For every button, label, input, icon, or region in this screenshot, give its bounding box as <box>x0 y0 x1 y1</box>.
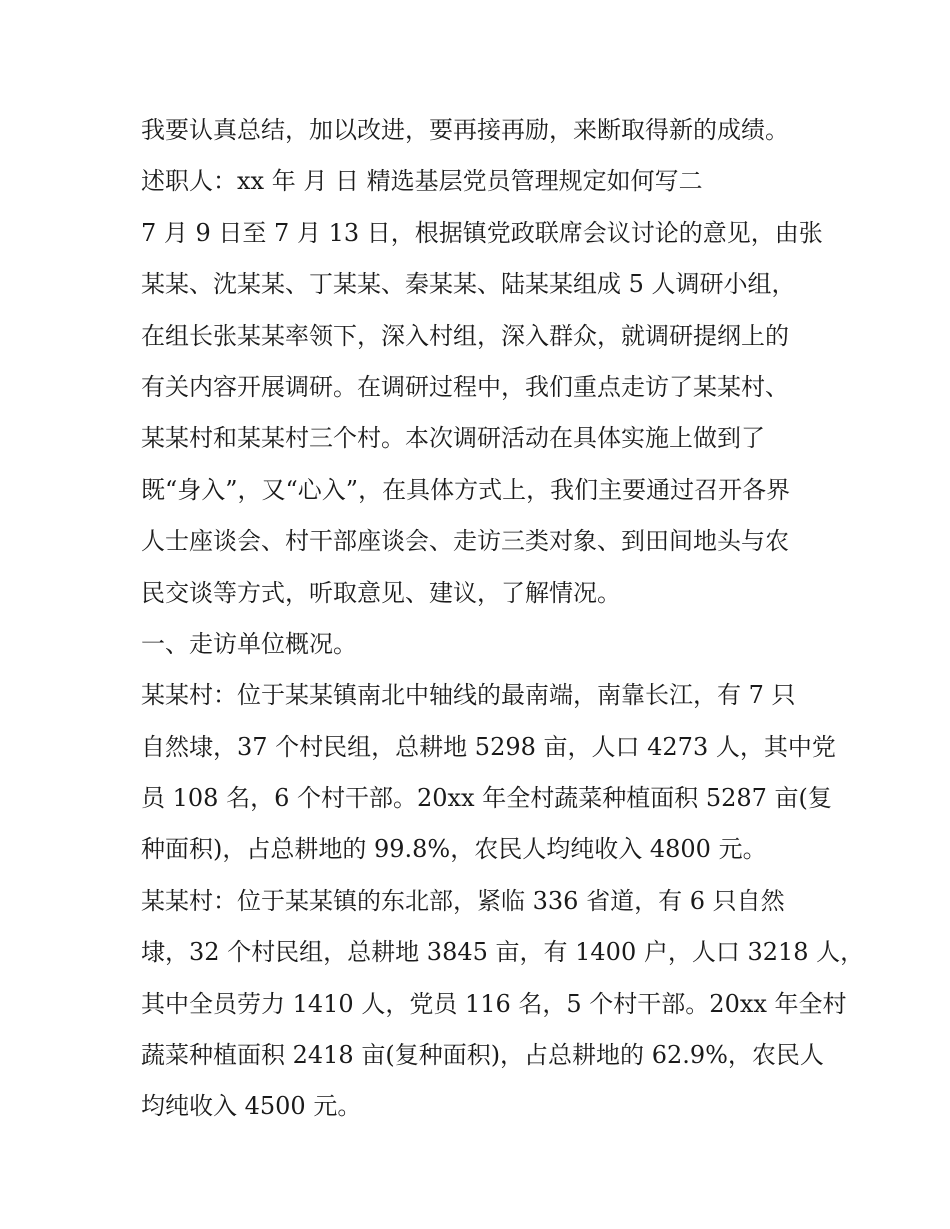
text-line: 既“身入”，又“心入”，在具体方式上，我们主要通过召开各界 <box>141 475 791 504</box>
text-line: 其中全员劳力 1410 人，党员 116 名，5 个村干部。20xx 年全村 <box>141 989 847 1018</box>
text-line: 有关内容开展调研。在调研过程中，我们重点走访了某某村、 <box>141 372 789 401</box>
document-body <box>141 105 865 1133</box>
text-line: 某某村：位于某某镇的东北部，紧临 336 省道，有 6 只自然 <box>141 886 785 915</box>
text-line: 民交谈等方式，听取意见、建议，了解情况。 <box>141 578 621 607</box>
text-line: 蔬菜种植面积 2418 亩(复种面积)，占总耕地的 62.9%，农民人 <box>141 1041 824 1070</box>
text-line: 在组长张某某率领下，深入村组，深入群众，就调研提纲上的 <box>141 321 789 350</box>
text-line: 种面积)，占总耕地的 99.8%，农民人均纯收入 4800 元。 <box>141 835 767 864</box>
section-heading: 一、走访单位概况。 <box>141 629 357 658</box>
text-line: 人士座谈会、村干部座谈会、走访三类对象、到田间地头与农 <box>141 527 789 556</box>
text-line: 员 108 名，6 个村干部。20xx 年全村蔬菜种植面积 5287 亩(复 <box>141 784 832 813</box>
text-line: 自然埭，37 个村民组，总耕地 5298 亩，人口 4273 人，其中党 <box>141 732 836 761</box>
text-line: 均纯收入 4500 元。 <box>141 1092 362 1121</box>
text-line: 我要认真总结，加以改进，要再接再励，来断取得新的成绩。 <box>141 116 789 144</box>
text-line: 述职人：xx 年 月 日 精选基层党员管理规定如何写二 <box>141 167 703 196</box>
text-line: 某某、沈某某、丁某某、秦某某、陆某某组成 5 人调研小组， <box>141 270 796 299</box>
text-line: 某某村和某某村三个村。本次调研活动在具体实施上做到了 <box>141 424 765 453</box>
text-line: 7 月 9 日至 7 月 13 日，根据镇党政联席会议讨论的意见，由张 <box>141 218 823 247</box>
text-line: 某某村：位于某某镇南北中轴线的最南端，南靠长江，有 7 只 <box>141 681 796 710</box>
text-line: 埭，32 个村民组，总耕地 3845 亩，有 1400 户，人口 3218 人， <box>141 938 865 967</box>
